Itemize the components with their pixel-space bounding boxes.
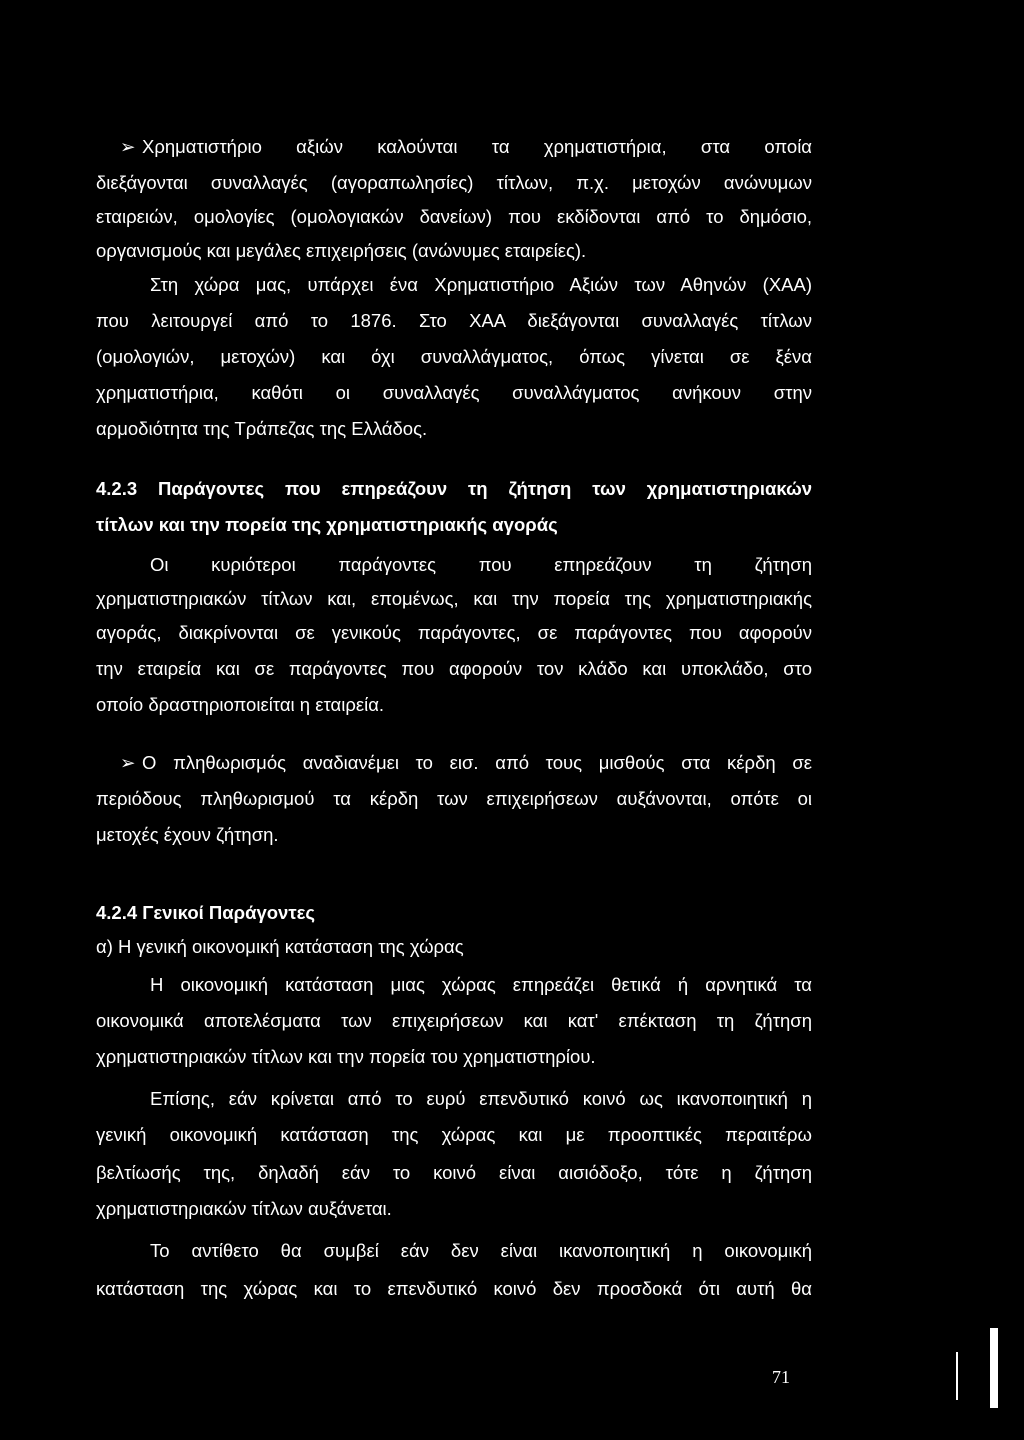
line-text: α) Η γενική οικονομική κατάσταση της χώρας [96, 936, 464, 957]
paragraph-line [96, 1046, 812, 1068]
paragraph-line [96, 1278, 812, 1300]
line-text: αρμοδιότητα της Τράπεζας της Ελλάδος. [96, 418, 428, 439]
line-text: γενική οικονομική κατάσταση της χώρας και με προοπτικές περαιτέρω [96, 1124, 812, 1145]
paragraph-line [96, 1162, 812, 1184]
section-heading-line [96, 514, 812, 536]
line-text: Οι κυριότεροι παράγοντες που επηρεάζουν τη ζήτηση [150, 554, 812, 575]
line-text: Το αντίθετο θα συμβεί εάν δεν είναι ικανοποιητική η οικονομική [150, 1240, 812, 1261]
section-heading-line [96, 902, 812, 924]
section-heading-line [96, 478, 812, 500]
line-text: Η οικονομική κατάσταση μιας χώρας επηρεάζει θετικά ή αρνητικά τα [150, 974, 812, 995]
line-text: χρηματιστήρια, καθότι οι συναλλαγές συναλλάγματος ανήκουν στην [96, 382, 812, 403]
paragraph-line [96, 418, 812, 440]
line-text: βελτίωσής της, δηλαδή εάν το κοινό είναι αισιόδοξο, τότε η ζήτηση [96, 1162, 812, 1183]
paragraph-line [150, 1240, 812, 1262]
paragraph-line [96, 824, 812, 846]
line-text: τίτλων και την πορεία της χρηματιστηριακής αγοράς [96, 514, 558, 535]
paragraph-line [96, 172, 812, 194]
paragraph-line [120, 752, 812, 774]
paragraph-line [96, 788, 812, 810]
line-text: αγοράς, διακρίνονται σε γενικούς παράγοντες, σε παράγοντες που αφορούν [96, 622, 812, 643]
line-text: 4.2.3 Παράγοντες που επηρεάζουν τη ζήτηση των χρηματιστηριακών [96, 478, 812, 499]
paragraph-line [150, 554, 812, 576]
paragraph-line [96, 694, 812, 716]
paragraph-line [96, 1010, 812, 1032]
paragraph-line [96, 346, 812, 368]
paragraph-line [96, 622, 812, 644]
paragraph-line [150, 1088, 812, 1110]
line-text: χρηματιστηριακών τίτλων και, επομένως, και την πορεία της χρηματιστηριακής [96, 588, 812, 609]
line-text: την εταιρεία και σε παράγοντες που αφορούν τον κλάδο και υποκλάδο, στο [96, 658, 812, 679]
paragraph-line [96, 658, 812, 680]
paragraph-line [150, 974, 812, 996]
line-text: Επίσης, εάν κρίνεται από το ευρύ επενδυτικό κοινό ως ικανοποιητική η [150, 1088, 812, 1109]
paragraph-line [120, 136, 812, 158]
line-text: οργανισμούς και μεγάλες επιχειρήσεις (ανώνυμες εταιρείες). [96, 240, 587, 261]
line-text: κατάσταση της χώρας και το επενδυτικό κοινό δεν προσδοκά ότι αυτή θα [96, 1278, 812, 1299]
margin-bar-thin [956, 1352, 958, 1400]
paragraph-line [96, 1124, 812, 1146]
line-text: οικονομικά αποτελέσματα των επιχειρήσεων και κατ' επέκταση τη ζήτηση [96, 1010, 812, 1031]
line-text: χρηματιστηριακών τίτλων αυξάνεται. [96, 1198, 392, 1219]
line-text: που λειτουργεί από το 1876. Στο ΧΑΑ διεξάγονται συναλλαγές τίτλων [96, 310, 812, 331]
line-text: 4.2.4 Γενικοί Παράγοντες [96, 902, 315, 923]
line-text: οποίο δραστηριοποιείται η εταιρεία. [96, 694, 385, 715]
paragraph-line [96, 1198, 812, 1220]
paragraph-line [96, 588, 812, 610]
paragraph-line [96, 936, 812, 958]
line-text: Στη χώρα μας, υπάρχει ένα Χρηματιστήριο Αξιών των Αθηνών (ΧΑΑ) [150, 274, 812, 295]
bullet-arrow-icon: ➢ [120, 752, 136, 773]
line-text: Χρηματιστήριο αξιών καλούνται τα χρηματιστήρια, στα οποία [142, 136, 812, 157]
bullet-arrow-icon: ➢ [120, 136, 136, 157]
line-text: διεξάγονται συναλλαγές (αγοραπωλησίες) τίτλων, π.χ. μετοχών ανώνυμων [96, 172, 812, 193]
line-text: (ομολογιών, μετοχών) και όχι συναλλάγματος, όπως γίνεται σε ξένα [96, 346, 812, 367]
line-text: χρηματιστηριακών τίτλων και την πορεία του χρηματιστηρίου. [96, 1046, 596, 1067]
line-text: μετοχές έχουν ζήτηση. [96, 824, 279, 845]
line-text: Ο πληθωρισμός αναδιανέμει το εισ. από τους μισθούς στα κέρδη σε [142, 752, 812, 773]
paragraph-line [96, 240, 812, 262]
line-text: περιόδους πληθωρισμού τα κέρδη των επιχειρήσεων αυξάνονται, οπότε οι [96, 788, 812, 809]
paragraph-line [150, 274, 812, 296]
paragraph-line [96, 382, 812, 404]
margin-bar-thick [990, 1328, 998, 1408]
page-number: 71 [772, 1367, 790, 1387]
paragraph-line [96, 310, 812, 332]
line-text: εταιρειών, ομολογίες (ομολογιακών δανείων) που εκδίδονται από το δημόσιο, [96, 206, 812, 227]
paragraph-line [96, 206, 812, 228]
